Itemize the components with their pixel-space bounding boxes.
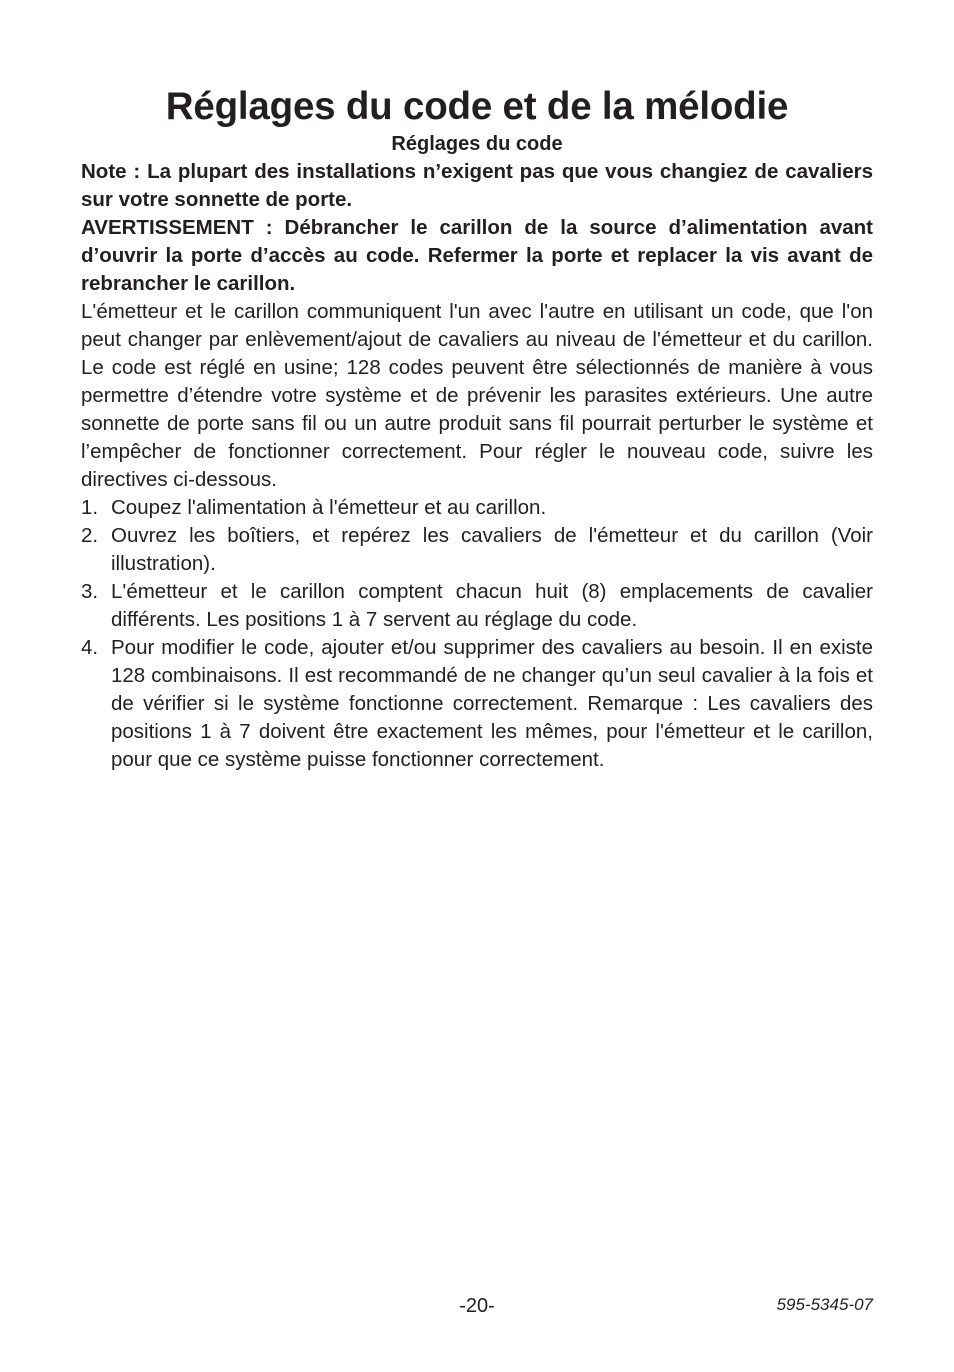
list-item xyxy=(81,634,873,774)
page-title: Réglages du code et de la mélodie xyxy=(165,85,789,128)
document-code: 595-5345-07 xyxy=(776,1295,873,1314)
intro-paragraph: L'émetteur et le carillon communiquent l'un avec l'autre en utilisant un code, que l'on peut changer par enlèvement/ajout de cavaliers au niveau de l'émetteur et du carillon. Le code est réglé en usine; 128 codes peuvent être sélectionnés de manière à vous permettre d’étendre votre système et de prévenir les parasites extérieurs. Une autre sonnette de porte sans fil ou un autre produit sans fil pourrait perturber le système et l’empêcher de fonctionner correctement. Pour régler le nouveau code, suivre les directives ci-dessous. xyxy=(81,300,873,491)
list-item xyxy=(81,522,873,578)
section-subtitle: Réglages du code xyxy=(391,133,563,155)
list-item xyxy=(81,578,873,634)
document-page xyxy=(81,84,873,774)
step-text: Ouvrez les boîtiers, et repérez les cavaliers de l'émetteur et du carillon (Voir illustration). xyxy=(111,524,873,575)
step-number: 2. xyxy=(81,524,99,547)
step-number: 3. xyxy=(81,580,99,603)
step-text: Pour modifier le code, ajouter et/ou supprimer des cavaliers au besoin. Il en existe 128 combinaisons. Il est recommandé de ne changer qu’un seul cavalier à la fois et de vérifier si le système fonctionne correctement. Remarque : Les cavaliers des positions 1 à 7 doivent être exactement les mêmes, pour l'émetteur et le carillon, pour que ce système puisse fonctionner correctement. xyxy=(111,636,873,771)
step-text: L'émetteur et le carillon comptent chacun huit (8) emplacements de cavalier différents. Les positions 1 à 7 servent au réglage du code. xyxy=(111,580,873,631)
warning-paragraph: AVERTISSEMENT : Débrancher le carillon de la source d’alimentation avant d’ouvrir la porte d’accès au code. Refermer la porte et replacer la vis avant de rebrancher le carillon. xyxy=(81,216,873,295)
list-item xyxy=(81,494,873,522)
page-number: -20- xyxy=(459,1295,495,1317)
step-number: 1. xyxy=(81,496,99,519)
note-paragraph: Note : La plupart des installations n’exigent pas que vous changiez de cavaliers sur votre sonnette de porte. xyxy=(81,160,873,211)
steps-list xyxy=(81,494,873,774)
step-text: Coupez l'alimentation à l'émetteur et au carillon. xyxy=(111,496,547,519)
step-number: 4. xyxy=(81,636,99,659)
